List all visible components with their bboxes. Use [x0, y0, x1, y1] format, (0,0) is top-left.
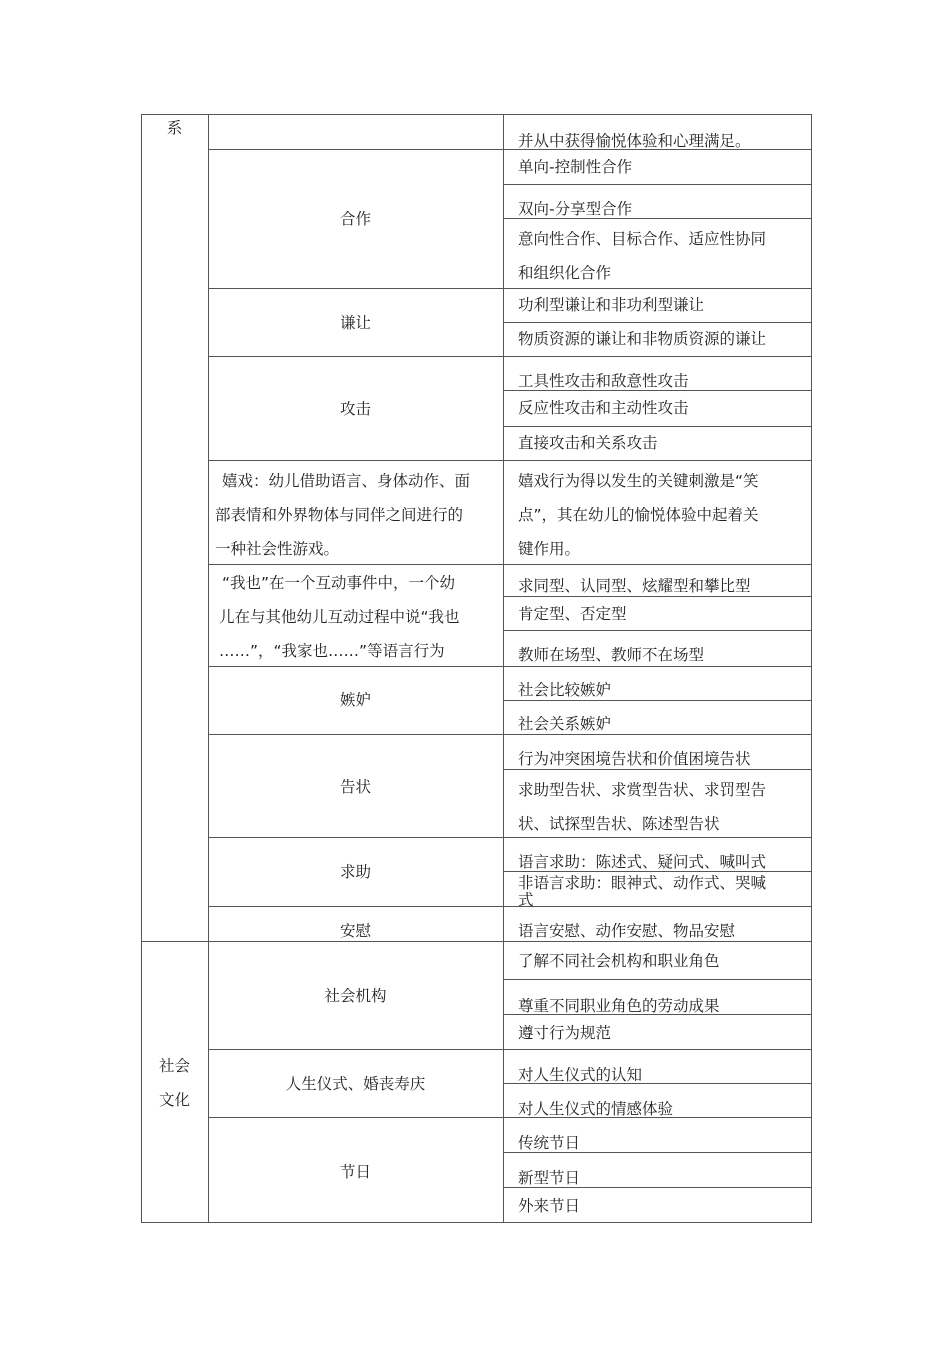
section-label-relation-tail: 系	[166, 119, 183, 137]
item-text: 社会关系嫉妒	[518, 715, 612, 733]
col-divider-2	[503, 114, 504, 1223]
category-institutions: 社会机构	[324, 987, 387, 1005]
teasing-note-line: 嬉戏行为得以发生的关键刺激是“笑	[518, 472, 759, 490]
item-text: 非语言求助：眼神式、动作式、哭喊	[518, 874, 767, 892]
row-border	[208, 734, 812, 735]
category-attack: 攻击	[339, 400, 371, 418]
item-text: 双向-分享型合作	[518, 200, 633, 218]
category-help: 求助	[339, 863, 371, 881]
me-too-definition-line: ……”，“我家也……”等语言行为	[219, 642, 445, 660]
table-border-top	[141, 114, 812, 115]
section-label-culture-line1: 社会	[158, 1057, 190, 1075]
me-too-definition-line: “我也”在一个互动事件中，一个幼	[222, 574, 456, 592]
item-text: 教师在场型、教师不在场型	[518, 646, 705, 664]
teasing-note-line: 键作用。	[518, 540, 581, 558]
item-text: 状、试探型告状、陈述型告状	[518, 815, 720, 833]
row-border	[208, 1049, 812, 1050]
item-text: 了解不同社会机构和职业角色	[518, 952, 720, 970]
item-text: 传统节日	[518, 1134, 581, 1152]
item-text: 尊重不同职业角色的劳动成果	[518, 997, 720, 1015]
item-text: 新型节日	[518, 1169, 581, 1187]
item-text: 遵寸行为规范	[518, 1024, 612, 1042]
item-text: 语言求助：陈述式、疑问式、喊叫式	[518, 853, 767, 871]
table-border-bottom	[141, 1222, 812, 1223]
item-text: 语言安慰、动作安慰、物品安慰	[518, 922, 736, 940]
item-text: 功利型谦让和非功利型谦让	[518, 296, 705, 314]
row-border	[208, 288, 812, 289]
row-border	[208, 356, 812, 357]
item-text: 工具性攻击和敌意性攻击	[518, 372, 689, 390]
item-text: 直接攻击和关系攻击	[518, 434, 658, 452]
row-border	[208, 837, 812, 838]
teasing-definition-line: 一种社会性游戏。	[215, 540, 340, 558]
category-jealousy: 嫉妒	[339, 691, 371, 709]
item-text: 式	[518, 891, 534, 909]
item-text: 并从中获得愉悦体验和心理满足。	[518, 132, 751, 150]
item-text: 对人生仪式的情感体验	[518, 1100, 674, 1118]
teasing-note-line: 点”，其在幼儿的愉悦体验中起着关	[518, 506, 759, 524]
category-cooperation: 合作	[339, 210, 371, 228]
category-humility: 谦让	[339, 314, 371, 332]
subrow-border	[503, 979, 812, 980]
item-text: 和组织化合作	[518, 264, 612, 282]
row-border	[208, 460, 812, 461]
category-rituals: 人生仪式、婚丧寿庆	[285, 1075, 426, 1093]
col-divider-1	[208, 114, 209, 1223]
table-border-right	[811, 114, 812, 1223]
item-text: 反应性攻击和主动性攻击	[518, 399, 689, 417]
row-border	[208, 906, 812, 907]
item-text: 单向-控制性合作	[518, 158, 633, 176]
item-text: 行为冲突困境告状和价值困境告状	[518, 750, 751, 768]
section-label-culture-line2: 文化	[158, 1091, 190, 1109]
row-border	[208, 1117, 812, 1118]
subrow-border	[503, 184, 812, 185]
category-festivals: 节日	[339, 1163, 371, 1181]
category-comfort: 安慰	[339, 922, 371, 940]
item-text: 社会比较嫉妒	[518, 681, 612, 699]
item-text: 物质资源的谦让和非物质资源的谦让	[518, 330, 767, 348]
category-telling: 告状	[339, 778, 371, 796]
teasing-definition-line: 部表情和外界物体与同伴之间进行的	[215, 506, 464, 524]
item-text: 求同型、认同型、炫耀型和攀比型	[518, 577, 751, 595]
item-text: 意向性合作、目标合作、适应性协同	[518, 230, 767, 248]
item-text: 肯定型、否定型	[518, 605, 627, 623]
item-text: 外来节日	[518, 1197, 581, 1215]
me-too-definition-line: 儿在与其他幼儿互动过程中说“我也	[219, 608, 460, 626]
item-text: 对人生仪式的认知	[518, 1066, 643, 1084]
teasing-definition-line: 嬉戏：幼儿借助语言、身体动作、面	[222, 472, 471, 490]
item-text: 求助型告状、求赏型告状、求罚型告	[518, 781, 767, 799]
